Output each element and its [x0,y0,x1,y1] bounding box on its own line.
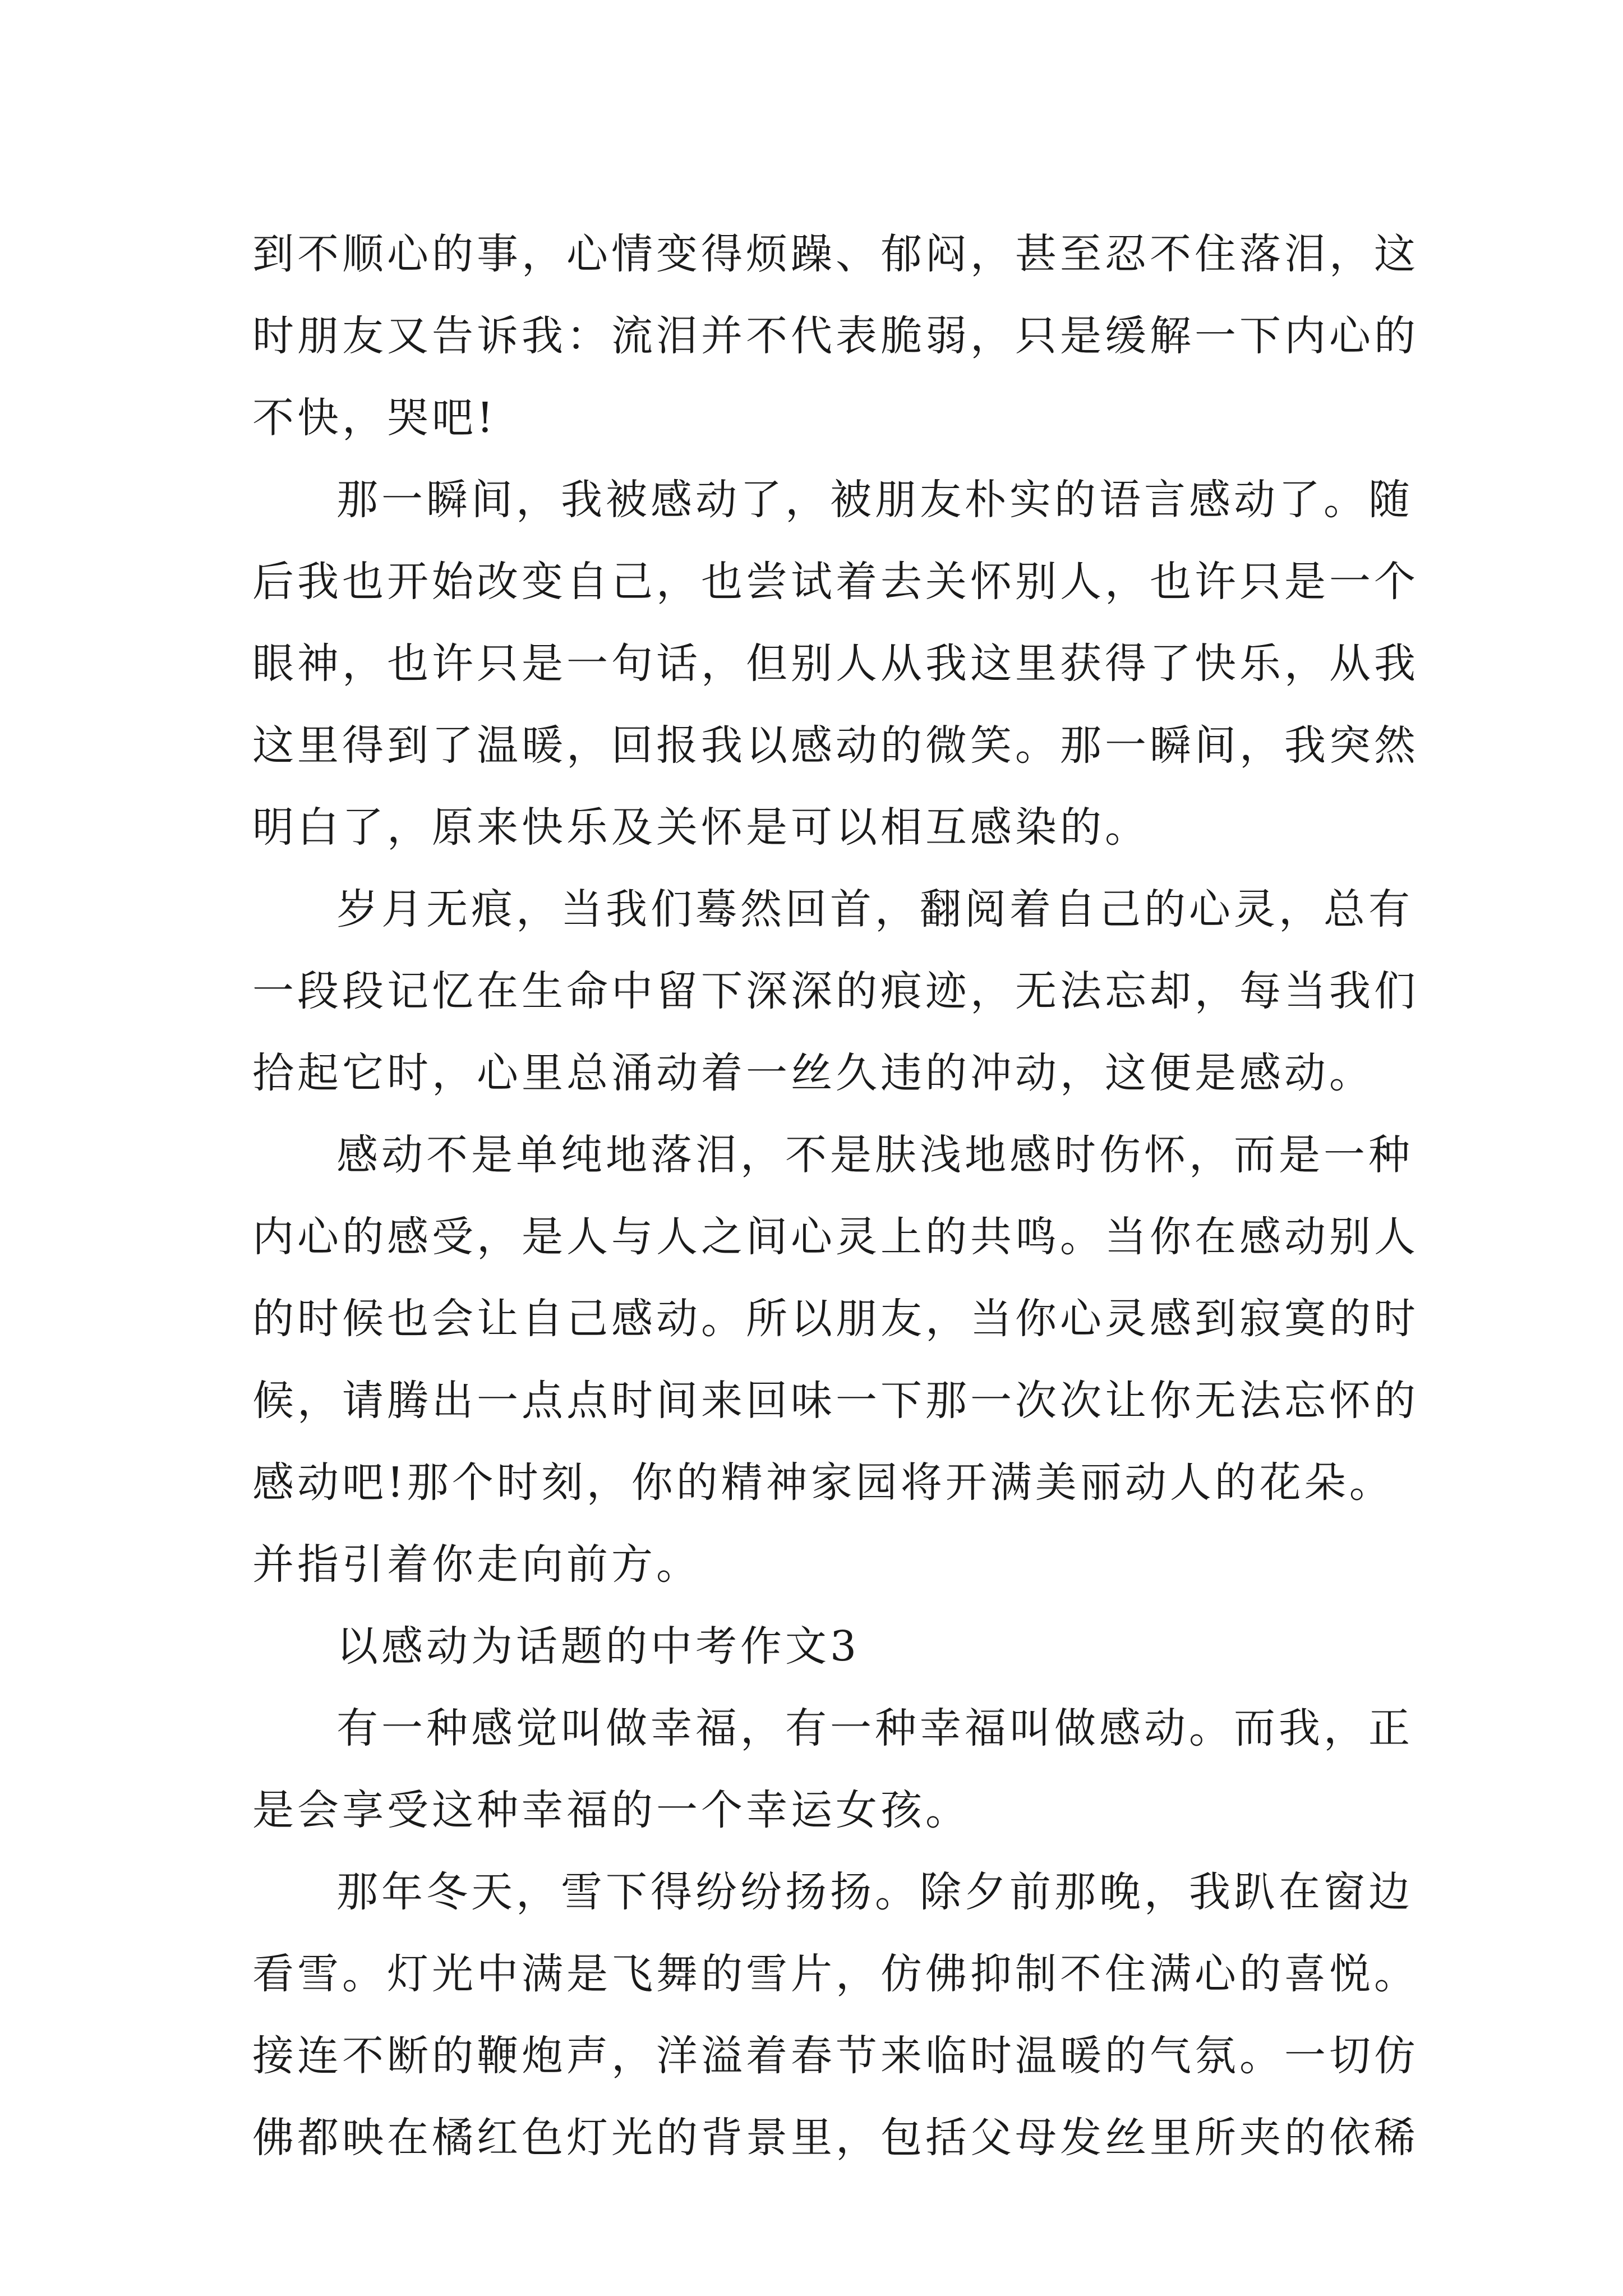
text-line: 并指引着你走向前方。 [252,1540,701,1589]
text-line: 一段段记忆在生命中留下深深的痕迹，无法忘却，每当我们 [252,967,1419,1015]
paragraph-first-line: 感动不是单纯地落泪，不是肤浅地感时伤怀，而是一种 [336,1131,1413,1179]
text-line: 明白了，原来快乐及关怀是可以相互感染的。 [252,803,1150,852]
section-heading: 以感动为话题的中考作文3 [336,1622,860,1671]
text-line: 时朋友又告诉我：流泪并不代表脆弱，只是缓解一下内心的 [252,312,1419,360]
text-line: 感动吧!那个时刻，你的精神家园将开满美丽动人的花朵。 [252,1458,1394,1507]
essay-body [252,213,1419,2179]
paragraph-first-line: 岁月无痕，当我们蓦然回首，翻阅着自己的心灵，总有 [336,885,1413,933]
text-line: 看雪。灯光中满是飞舞的雪片，仿佛抑制不住满心的喜悦。 [252,1950,1419,1998]
paragraph-first-line: 那年冬天，雪下得纷纷扬扬。除夕前那晚，我趴在窗边 [336,1868,1413,1916]
text-line: 拾起它时，心里总涌动着一丝久违的冲动，这便是感动。 [252,1049,1374,1097]
text-line: 候，请腾出一点点时间来回味一下那一次次让你无法忘怀的 [252,1377,1419,1425]
text-line: 后我也开始改变自己，也尝试着去关怀别人，也许只是一个 [252,558,1419,606]
paragraph-first-line: 有一种感觉叫做幸福，有一种幸福叫做感动。而我，正 [336,1704,1413,1752]
paragraph-first-line: 那一瞬间，我被感动了，被朋友朴实的语言感动了。随 [336,476,1413,524]
text-line: 是会享受这种幸福的一个幸运女孩。 [252,1786,970,1834]
text-line: 眼神，也许只是一句话，但别人从我这里获得了快乐，从我 [252,639,1419,688]
text-line: 这里得到了温暖，回报我以感动的微笑。那一瞬间，我突然 [252,721,1419,770]
text-line: 不快，哭吧! [252,394,497,442]
text-line: 接连不断的鞭炮声，洋溢着春节来临时温暖的气氛。一切仿 [252,2032,1419,2080]
text-line: 的时候也会让自己感动。所以朋友，当你心灵感到寂寞的时 [252,1295,1419,1343]
text-line: 到不顺心的事，心情变得烦躁、郁闷，甚至忍不住落泪，这 [252,230,1419,278]
text-line: 佛都映在橘红色灯光的背景里，包括父母发丝里所夹的依稀 [252,2114,1419,2162]
text-line: 内心的感受，是人与人之间心灵上的共鸣。当你在感动别人 [252,1213,1419,1261]
